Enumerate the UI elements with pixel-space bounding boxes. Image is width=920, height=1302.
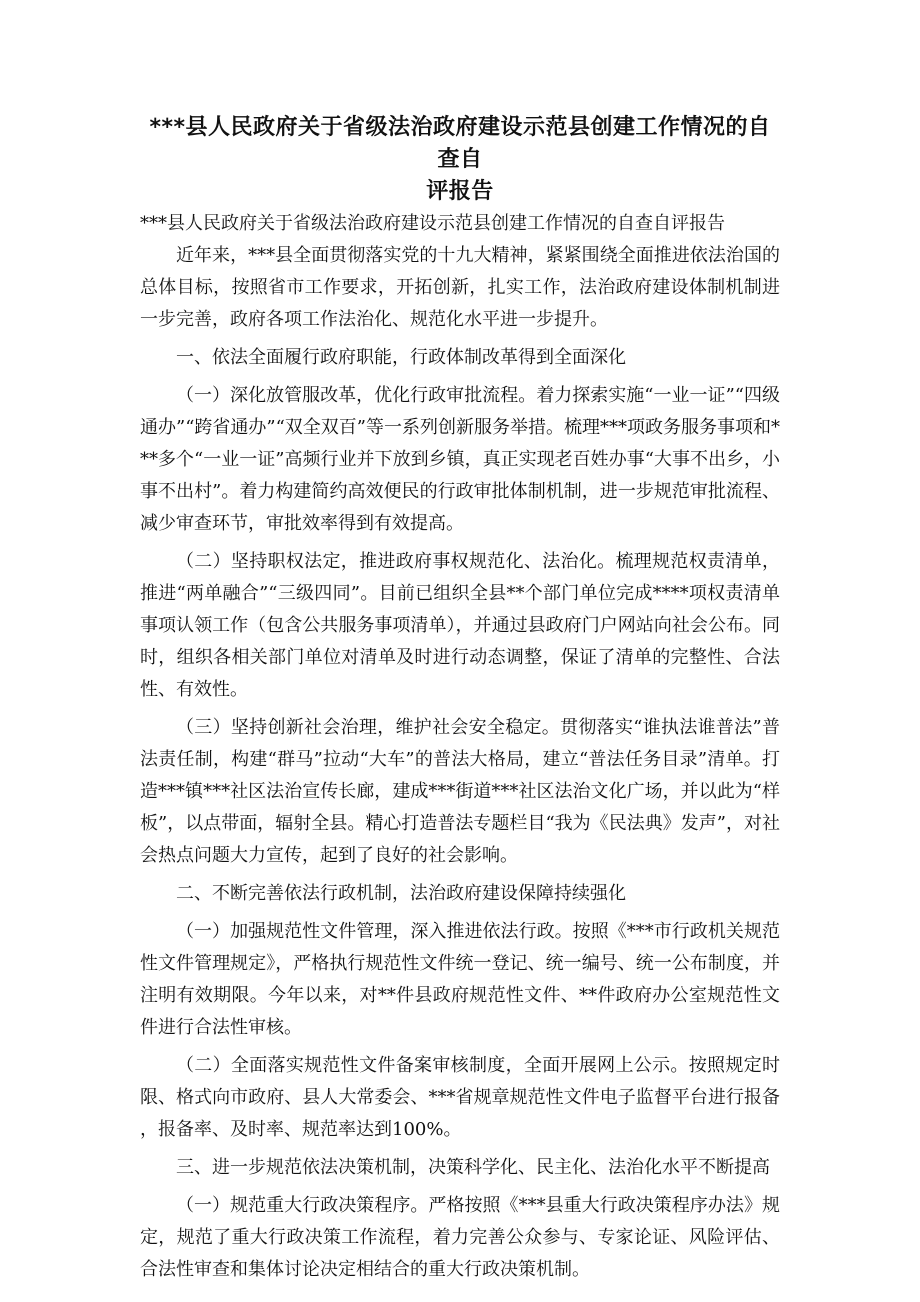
document-title-line-1: ***县人民政府关于省级法治政府建设示范县创建工作情况的自查自 xyxy=(149,115,771,172)
section-1-paragraph-3: （三）坚持创新社会治理，维护社会安全稳定。贯彻落实“谁执法谁普法”普法责任制，构建“群马”拉动“大车”的普法大格局，建立“普法任务目录”清单。打造***镇***社区法治宣传长廊，建成***街道***社区法治文化广场，并以此为“样板”，以点带面，辐射全县。精心打造普法专题栏目“我为《民法典》发声”，对社会热点问题大力宣传，起到了良好的社会影响。 xyxy=(140,717,780,866)
section-3-paragraph-1: （一）规范重大行政决策程序。严格按照《***县重大行政决策程序办法》规定，规范了重大行政决策工作流程，着力完善公众参与、专家论证、风险评估、合法性审查和集体讨论决定相结合的重大行政决策机制。 xyxy=(140,1195,780,1280)
section-1-paragraph-2: （二）坚持职权法定，推进政府事权规范化、法治化。梳理规范权责清单，推进“两单融合”“三级四同”。目前已组织全县**个部门单位完成****项权责清单事项认领工作（包含公共服务事项清单），并通过县政府门户网站向社会公布。同时，组织各相关部门单位对清单及时进行动态调整，保证了清单的完整性、合法性、有效性。 xyxy=(140,551,780,700)
section-2-paragraph-1: （一）加强规范性文件管理，深入推进依法行政。按照《***市行政机关规范性文件管理规定》，严格执行规范性文件统一登记、统一编号、统一公布制度，并注明有效期限。今年以来，对**件县政府规范性文件、**件政府办公室规范性文件进行合法性审核。 xyxy=(140,921,780,1038)
document-page xyxy=(140,112,780,1292)
section-2-paragraph-2: （二）全面落实规范性文件备案审核制度，全面开展网上公示。按照规定时限、格式向市政府、县人大常委会、***省规章规范性文件电子监督平台进行报备，报备率、及时率、规范率达到100%。 xyxy=(140,1055,780,1140)
section-1-heading: 一、依法全面履行政府职能，行政体制改革得到全面深化 xyxy=(176,347,626,368)
section-3-heading: 三、进一步规范依法决策机制，决策科学化、民主化、法治化水平不断提高 xyxy=(176,1157,770,1178)
document-subtitle: ***县人民政府关于省级法治政府建设示范县创建工作情况的自查自评报告 xyxy=(140,213,725,234)
intro-paragraph: 近年来，***县全面贯彻落实党的十九大精神，紧紧围绕全面推进依法治国的总体目标，按照省市工作要求，开拓创新，扎实工作，法治政府建设体制机制进一步完善，政府各项工作法治化、规范化水平进一步提升。 xyxy=(140,245,780,330)
document-title-line-2: 评报告 xyxy=(426,179,494,204)
document-title xyxy=(140,112,780,208)
section-1-paragraph-1: （一）深化放管服改革，优化行政审批流程。着力探索实施“一业一证”“四级通办”“跨省通办”“双全双百”等一系列创新服务举措。梳理***项政务服务事项和***多个“一业一证”高频行业并下放到乡镇，真正实现老百姓办事“大事不出乡，小事不出村”。着力构建简约高效便民的行政审批体制机制，进一步规范审批流程、减少审查环节，审批效率得到有效提高。 xyxy=(140,385,781,534)
section-2-heading: 二、不断完善依法行政机制，法治政府建设保障持续强化 xyxy=(176,883,626,904)
